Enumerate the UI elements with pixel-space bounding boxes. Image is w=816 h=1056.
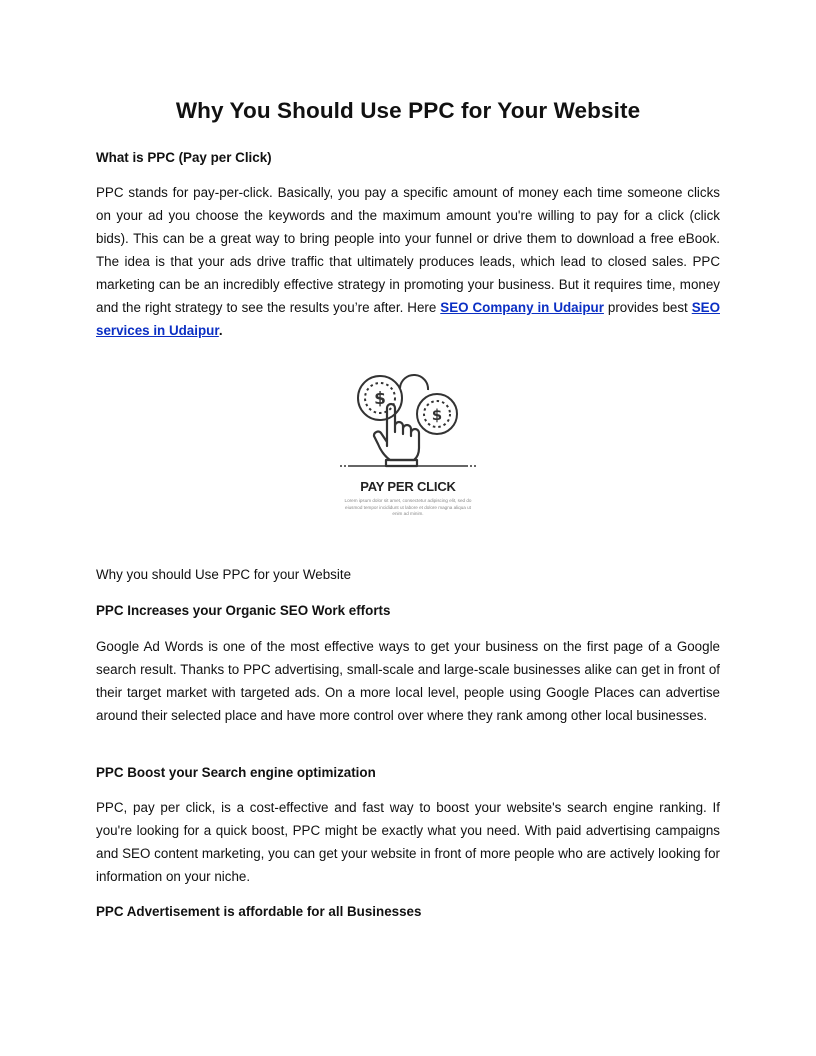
seo-company-link[interactable]: SEO Company in Udaipur (440, 300, 604, 315)
section-heading-affordable: PPC Advertisement is affordable for all Businesses (96, 904, 422, 919)
section-subtitle: Why you should Use PPC for your Website (96, 567, 352, 582)
figure-title: PAY PER CLICK (360, 479, 456, 494)
svg-text:$: $ (374, 389, 386, 409)
sentence-end: . (218, 323, 223, 338)
section-heading-organic-seo: PPC Increases your Organic SEO Work efforts (96, 603, 391, 618)
section-heading-what-is-ppc: What is PPC (Pay per Click) (96, 150, 272, 165)
pay-per-click-illustration (340, 368, 476, 520)
click-coins-icon (340, 368, 476, 480)
here-text: Here (407, 300, 441, 315)
provides-text: provides best (603, 300, 692, 315)
section-body-what-is-ppc (96, 181, 720, 342)
page-title: Why You Should Use PPC for Your Website (175, 98, 641, 123)
figure-caption: Lorem ipsum dolor sit amet, consectetur adipiscing elit, sed do eiusmod tempor incididunt ut labore et dolore magna aliqua ut enim ad minim. (344, 498, 472, 516)
section-body-boost-seo: PPC, pay per click, is a cost-effective and fast way to boost your website's search engine ranking. If you're looking for a quick boost, PPC might be exactly what you need. With paid advertising campaigns and SEO content marketing, you can get your website in front of more people who are actively looking for information on your niche. (96, 800, 720, 884)
section-body-organic-seo: Google Ad Words is one of the most effective ways to get your business on the first page of a Google search result. Thanks to PPC advertising, small-scale and large-scale businesses alike can get in front of their target market with targeted ads. On a more local level, people using Google Places can advertise around their selected place and have more control over where they rank among other local businesses. (96, 639, 720, 723)
svg-text:$: $ (431, 406, 443, 424)
section-heading-boost-seo: PPC Boost your Search engine optimization (96, 765, 376, 780)
seo-services-link[interactable]: SEO services in Udaipur (96, 300, 720, 338)
paragraph-text: PPC stands for pay-per-click. Basically, you pay a specific amount of money each time someone clicks on your ad you choose the keywords and the maximum amount you're willing to pay for a click (click bids). This can be a great way to bring people into your funnel or drive them to download a free eBook. The idea is that your ads drive traffic that ultimately produces leads, which lead to closed sales. PPC marketing can be an incredibly effective strategy in promoting your business. But it requires time, money and the right strategy to see the results you’re after. (96, 185, 720, 315)
